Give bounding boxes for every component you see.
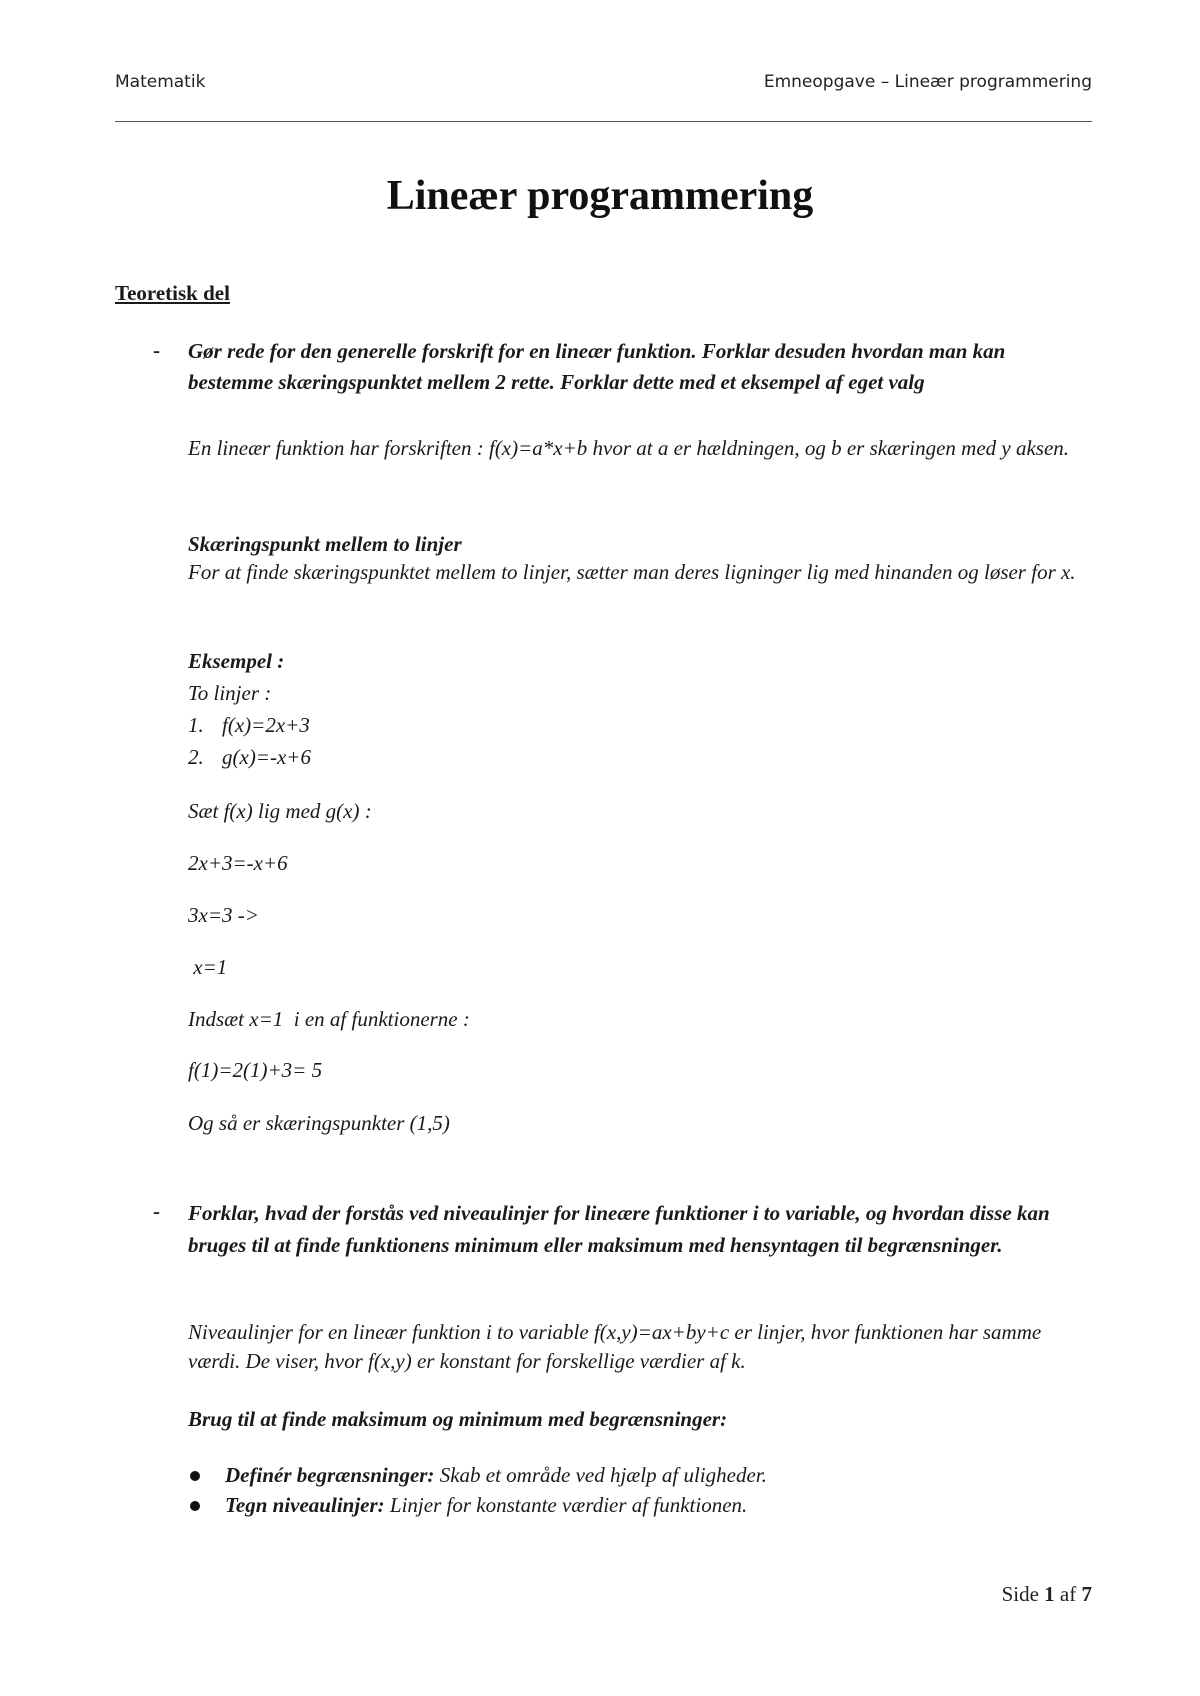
line-expression: g(x)=-x+6 [222,745,311,769]
list-item-label: Definér begrænsninger: [225,1463,435,1487]
example-two-lines: To linjer : [188,681,272,705]
current-page: 1 [1044,1582,1055,1606]
example-step: f(1)=2(1)+3= 5 [188,1058,323,1082]
header-divider [115,121,1092,122]
example-step: Indsæt x=1 i en af funktionerne : [188,1007,470,1031]
intersection-heading: Skæringspunkt mellem to linjer [188,532,462,556]
question-2-answer: Niveaulinjer for en lineær funktion i to variable f(x,y)=ax+by+c er linjer, hvor funktionen har samme værdi. De viser, hvor f(x,y) er konstant for forskellige værdier af k. [188,1320,1042,1373]
line-expression: f(x)=2x+3 [222,713,310,737]
question-1-answer: En lineær funktion har forskriften : f(x)=a*x+b hvor at a er hældningen, og b er skæringen med y aksen. [188,436,1070,460]
list-item-text: Skab et område ved hjælp af uligheder. [434,1463,767,1487]
example-step: 3x=3 -> [188,903,259,927]
section-heading: Teoretisk del [115,281,230,305]
total-pages: 7 [1081,1582,1092,1606]
bullet-icon [190,1501,200,1511]
page-number [1002,1582,1092,1607]
example-step: x=1 [188,955,228,979]
line-number: 1. [188,713,204,737]
example-line-2 [188,742,1088,773]
intersection-text: For at finde skæringspunktet mellem to linjer, sætter man deres ligninger lig med hinanden og løser for x. [188,560,1076,584]
page-title: Lineær programmering [386,173,814,219]
list-item-text: Linjer for konstante værdier af funktionen. [384,1493,748,1517]
question-2-bullet: - [153,1199,160,1223]
example-heading: Eksempel : [188,649,285,673]
question-1-text: Gør rede for den generelle forskrift for en lineær funktion. Forklar desuden hvordan man kan bestemme skæringspunktet mellem 2 rette. Forklar dette med et eksempel af eget valg [188,339,1006,394]
question-2-text: Forklar, hvad der forstås ved niveaulinjer for lineære funktioner i to variable, og hvordan disse kan bruges til at finde funktionens minimum eller maksimum med hensyntagen til begrænsninger. [188,1201,1050,1257]
page-number-separator: af [1054,1582,1082,1606]
question-1-bullet: - [153,338,160,362]
line-number: 2. [188,745,204,769]
header-topic: Emneopgave – Lineær programmering [763,72,1092,92]
page-header [115,72,1092,96]
bullet-icon [190,1471,200,1481]
list-item-label: Tegn niveaulinjer: [225,1493,385,1517]
example-step: 2x+3=-x+6 [188,851,288,875]
page-number-prefix: Side [1001,1582,1045,1606]
example-line-1 [188,710,1088,741]
header-subject: Matematik [115,72,206,92]
example-step: Sæt f(x) lig med g(x) : [188,799,372,823]
usage-heading: Brug til at finde maksimum og minimum med begrænsninger: [188,1407,728,1431]
example-conclusion: Og så er skæringspunkter (1,5) [188,1111,450,1135]
